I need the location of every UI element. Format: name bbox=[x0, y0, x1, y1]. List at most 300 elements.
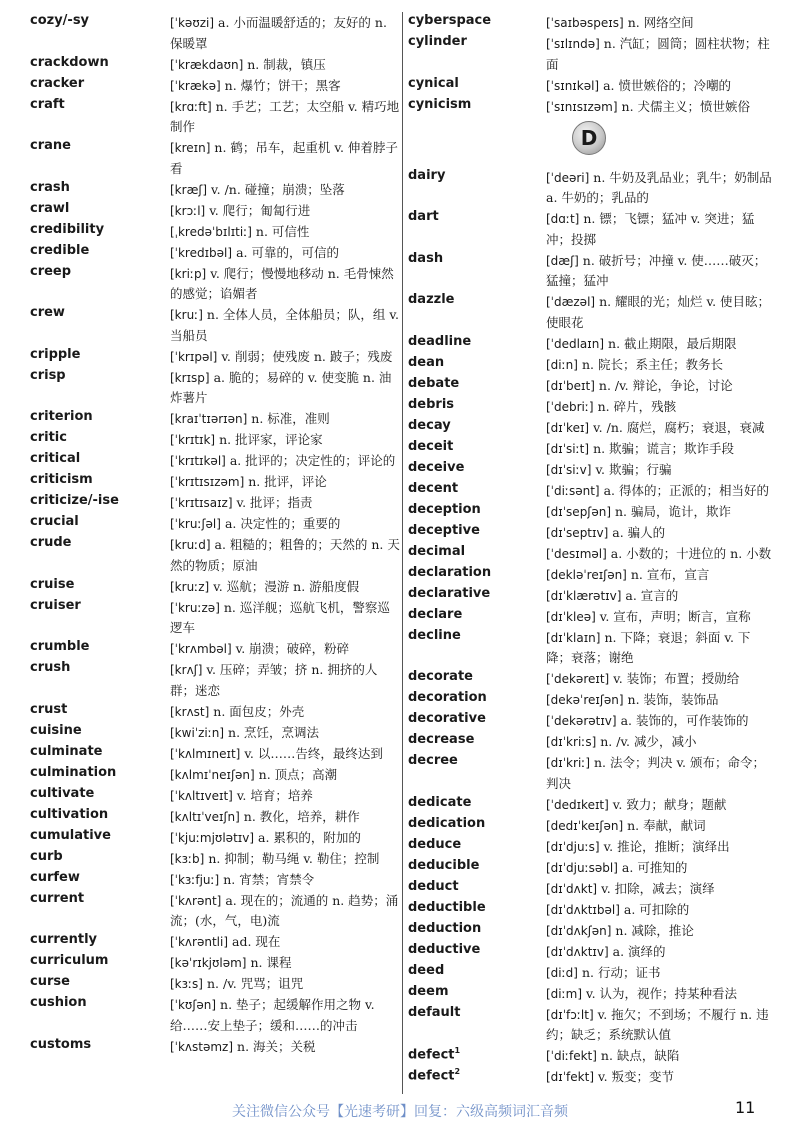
definition-text: v. 宣布，声明；断言，宣称 bbox=[599, 608, 751, 624]
phonetic: [diːm] bbox=[546, 986, 583, 1001]
definition-text: v. 扣除，减去；演绎 bbox=[601, 880, 715, 896]
headword-text: deed bbox=[408, 962, 445, 978]
page-number: 11 bbox=[735, 1098, 756, 1117]
entry-definition bbox=[170, 744, 400, 765]
headword-text: deduct bbox=[408, 878, 459, 894]
headword-text: deceptive bbox=[408, 522, 480, 538]
headword-text: decline bbox=[408, 627, 461, 643]
entry-definition bbox=[546, 397, 773, 418]
entry-definition bbox=[546, 586, 773, 607]
headword bbox=[408, 251, 443, 266]
headword-text: critic bbox=[30, 430, 67, 445]
footer-note: 关注微信公众号【光速考研】回复：六级高频词汇音频 bbox=[232, 1104, 568, 1120]
headword bbox=[408, 209, 439, 224]
headword bbox=[30, 347, 80, 362]
headword-text: crane bbox=[30, 138, 71, 153]
dictionary-entry bbox=[408, 836, 773, 857]
headword bbox=[408, 900, 486, 915]
headword bbox=[30, 97, 65, 112]
headword bbox=[30, 577, 74, 592]
phonetic: [krɔːl] bbox=[170, 203, 206, 218]
dictionary-entry bbox=[30, 890, 400, 932]
entry-definition bbox=[546, 1067, 773, 1088]
dictionary-entry bbox=[408, 208, 773, 250]
headword-text: cultivate bbox=[30, 785, 95, 801]
headword bbox=[408, 1005, 460, 1020]
headword-text: curriculum bbox=[30, 953, 109, 968]
headword bbox=[30, 891, 84, 906]
phonetic: [ˈkʌstəmz] bbox=[170, 1039, 234, 1054]
entry-definition bbox=[546, 168, 773, 209]
headword bbox=[408, 816, 485, 831]
headword-text: decorate bbox=[408, 669, 473, 684]
phonetic: [ˈkʌltɪveɪt] bbox=[170, 788, 233, 803]
dictionary-entry bbox=[30, 179, 400, 200]
dictionary-entry bbox=[30, 806, 400, 827]
definition-text: v. 压碎；弄皱；挤 n. 拥挤的人群；迷恋 bbox=[170, 662, 378, 698]
definition-text: n. 手艺；工艺；太空船 v. 精巧地制作 bbox=[170, 98, 400, 134]
dictionary-entry bbox=[408, 857, 773, 878]
phonetic: [ˈkəʊzi] bbox=[170, 16, 215, 30]
definition-text: a. 小而温暖舒适的；友好的 n. 保暖罩 bbox=[170, 15, 387, 51]
headword bbox=[408, 355, 444, 370]
phonetic: [ˈkruːzə] bbox=[170, 600, 220, 615]
dictionary-entry bbox=[30, 200, 400, 221]
headword bbox=[408, 837, 461, 852]
entry-definition bbox=[546, 816, 773, 837]
definition-text: n. 面包皮；外壳 bbox=[213, 703, 305, 719]
headword bbox=[408, 502, 481, 517]
entry-definition bbox=[546, 34, 773, 75]
phonetic: [dɪˈdjuːs] bbox=[546, 839, 600, 854]
headword-text: debate bbox=[408, 375, 460, 391]
definition-text: n. 鹤；吊车，起重机 v. 伸着脖子看 bbox=[170, 140, 398, 176]
headword-text: decree bbox=[408, 753, 458, 768]
definition-text: n. /v. 辩论，争论，讨论 bbox=[598, 377, 733, 393]
headword-text: cynicism bbox=[408, 96, 472, 112]
dictionary-entry bbox=[408, 564, 773, 585]
entry-definition bbox=[170, 577, 400, 598]
phonetic: [diːn] bbox=[546, 357, 578, 372]
dictionary-entry bbox=[408, 250, 773, 292]
headword-text: dedicate bbox=[408, 794, 472, 810]
headword bbox=[408, 460, 464, 475]
phonetic: [ˈdekərətɪv] bbox=[546, 714, 617, 728]
definition-text: ad. 现在 bbox=[232, 934, 281, 949]
dictionary-entry bbox=[30, 597, 400, 639]
definition-text: v. 以……告终，最终达到 bbox=[244, 745, 383, 761]
headword-text: crawl bbox=[30, 200, 70, 216]
headword-text: cushion bbox=[30, 995, 87, 1010]
headword bbox=[30, 765, 116, 780]
headword-text: deadline bbox=[408, 333, 472, 349]
entry-definition bbox=[170, 138, 400, 179]
entry-definition bbox=[170, 1037, 400, 1058]
entry-definition bbox=[546, 209, 773, 250]
phonetic: [ˈdebriː] bbox=[546, 399, 594, 414]
entry-definition bbox=[546, 879, 773, 900]
definition-text: v. 欺骗；行骗 bbox=[595, 461, 672, 477]
definition-text: n. 截止期限，最后期限 bbox=[608, 335, 737, 351]
dictionary-entry bbox=[30, 973, 400, 994]
definition-text: n. 标准，准则 bbox=[251, 411, 330, 426]
entry-definition bbox=[170, 598, 400, 639]
headword bbox=[408, 711, 486, 726]
headword bbox=[30, 723, 82, 738]
headword bbox=[30, 201, 69, 216]
entry-definition bbox=[170, 870, 400, 891]
headword-text: deception bbox=[408, 501, 481, 517]
dictionary-entry bbox=[30, 54, 400, 75]
definition-text: a. 累积的，附加的 bbox=[258, 829, 361, 845]
headword-text: deem bbox=[408, 983, 449, 999]
headword bbox=[30, 598, 81, 613]
phonetic: [dɪˈfekt] bbox=[546, 1070, 594, 1084]
headword bbox=[408, 795, 471, 810]
headword-text: cylinder bbox=[408, 34, 467, 49]
headword-text: criterion bbox=[30, 409, 93, 424]
dictionary-entry bbox=[30, 513, 400, 534]
right-column-c-section bbox=[408, 12, 773, 117]
headword-text: credible bbox=[30, 242, 90, 258]
definition-text: n. 院长；系主任；教务长 bbox=[581, 356, 723, 372]
dictionary-entry bbox=[408, 167, 773, 209]
phonetic: [ˈkrɪtɪsaɪz] bbox=[170, 496, 233, 510]
right-column bbox=[408, 12, 773, 1087]
phonetic: [ˈkrækdaʊn] bbox=[170, 57, 244, 72]
headword bbox=[30, 305, 65, 320]
headword-text: deduce bbox=[408, 836, 462, 852]
headword bbox=[408, 34, 467, 49]
entry-definition bbox=[170, 222, 400, 243]
definition-text: n. 行动；证书 bbox=[581, 964, 661, 980]
headword-text: cruise bbox=[30, 576, 75, 592]
phonetic: [dɪˈsiːv] bbox=[546, 462, 592, 477]
entry-definition bbox=[170, 974, 400, 995]
dictionary-entry bbox=[408, 417, 773, 438]
headword bbox=[408, 628, 461, 643]
headword-text: decay bbox=[408, 417, 451, 433]
dictionary-entry bbox=[408, 606, 773, 627]
phonetic: [ˈkjuːmjʊlətɪv] bbox=[170, 830, 255, 845]
entry-definition bbox=[546, 439, 773, 460]
dictionary-entry bbox=[30, 408, 400, 429]
headword-text: currently bbox=[30, 932, 97, 947]
dictionary-entry bbox=[30, 952, 400, 973]
headword bbox=[408, 168, 445, 183]
headword-text: cultivation bbox=[30, 806, 109, 822]
headword-text: declaration bbox=[408, 564, 492, 580]
headword-text: deceive bbox=[408, 459, 465, 475]
dictionary-entry bbox=[408, 354, 773, 375]
phonetic: [ˈsɪnɪkəl] bbox=[546, 78, 600, 93]
dictionary-entry bbox=[30, 743, 400, 764]
phonetic: [dɪˈdʌktɪv] bbox=[546, 944, 609, 959]
headword-text: craft bbox=[30, 96, 65, 112]
headword bbox=[408, 669, 473, 684]
dictionary-entry bbox=[408, 501, 773, 522]
definition-text: n. 欺骗；谎言；欺诈手段 bbox=[593, 440, 735, 456]
headword bbox=[408, 523, 480, 538]
definition-text: v. 装饰；布置；授勋给 bbox=[613, 671, 740, 686]
phonetic: [ˈdedɪkeɪt] bbox=[546, 797, 609, 812]
definition-text: v. 培育；培养 bbox=[236, 787, 313, 803]
dictionary-entry bbox=[408, 33, 773, 75]
headword-text: dash bbox=[408, 250, 444, 266]
dictionary-entry bbox=[30, 429, 400, 450]
definition-text: n. /v. 减少，减小 bbox=[600, 734, 697, 749]
entry-definition bbox=[170, 409, 400, 430]
entry-definition bbox=[170, 368, 400, 409]
dictionary-entry bbox=[408, 752, 773, 794]
headword-text: cynical bbox=[408, 75, 459, 91]
headword-text: crude bbox=[30, 535, 72, 550]
entry-definition bbox=[170, 723, 400, 744]
dictionary-entry bbox=[408, 627, 773, 669]
dictionary-entry bbox=[30, 576, 400, 597]
headword bbox=[408, 376, 459, 391]
entry-definition bbox=[546, 292, 773, 333]
headword bbox=[30, 264, 71, 279]
headword bbox=[30, 55, 109, 70]
definition-text: a. 演绎的 bbox=[612, 943, 666, 959]
phonetic: [dɪˈkriːs] bbox=[546, 735, 597, 749]
phonetic: [dɪˈdʌktɪbəl] bbox=[546, 902, 620, 917]
headword bbox=[408, 397, 454, 412]
dictionary-entry bbox=[408, 920, 773, 941]
phonetic: [ˈsɪnɪsɪzəm] bbox=[546, 99, 618, 114]
phonetic: [ˈkrɪtɪsɪzəm] bbox=[170, 475, 245, 489]
dictionary-entry bbox=[30, 848, 400, 869]
entry-definition bbox=[170, 849, 400, 870]
headword bbox=[30, 974, 70, 989]
headword bbox=[408, 607, 462, 622]
headword bbox=[30, 535, 72, 550]
entry-definition bbox=[170, 472, 400, 493]
dictionary-entry bbox=[30, 534, 400, 576]
headword-text: creep bbox=[30, 263, 72, 279]
definition-text: v. 巡航；漫游 n. 游船度假 bbox=[213, 578, 360, 594]
phonetic: [ˈdeəri] bbox=[546, 170, 590, 185]
headword bbox=[30, 13, 89, 28]
column-divider bbox=[402, 12, 403, 1094]
entry-definition bbox=[170, 201, 400, 222]
left-column bbox=[30, 12, 400, 1057]
headword bbox=[30, 849, 63, 864]
definition-text: v. 爬行；匍匐行进 bbox=[209, 202, 311, 218]
entry-definition bbox=[170, 180, 400, 201]
phonetic: [dɪˈklaɪn] bbox=[546, 630, 601, 645]
headword-text: deductible bbox=[408, 899, 486, 915]
headword bbox=[30, 807, 108, 822]
phonetic: [dɪˈkriː] bbox=[546, 756, 590, 770]
definition-text: n. 制裁，镇压 bbox=[247, 56, 326, 72]
phonetic: [ˈkʌrənt] bbox=[170, 893, 222, 908]
phonetic: [ˈkrɪtɪk] bbox=[170, 433, 216, 447]
dictionary-entry bbox=[408, 899, 773, 920]
phonetic: [dɪˈdʌkt] bbox=[546, 881, 598, 896]
definition-text: a. 小数的；十进位的 n. 小数 bbox=[610, 545, 772, 561]
phonetic: [ˈkʌrəntli] bbox=[170, 935, 229, 949]
phonetic: [dɪˈklærətɪv] bbox=[546, 588, 622, 603]
definition-text: n. 缺点，缺陷 bbox=[600, 1048, 680, 1063]
definition-text: a. 骗人的 bbox=[612, 524, 666, 540]
headword bbox=[30, 409, 93, 424]
headword bbox=[30, 786, 94, 801]
definition-text: n. 骗局，诡计，欺诈 bbox=[615, 503, 731, 519]
phonetic: [dekləˈreɪʃən] bbox=[546, 567, 627, 582]
entry-definition bbox=[170, 97, 400, 138]
entry-definition bbox=[546, 984, 773, 1005]
entry-definition bbox=[546, 732, 773, 753]
headword-text: cracker bbox=[30, 75, 85, 91]
phonetic: [krɪsp] bbox=[170, 370, 210, 385]
headword-text: current bbox=[30, 890, 85, 906]
phonetic: [kreɪn] bbox=[170, 141, 211, 155]
phonetic: [kʌlmɪˈneɪʃən] bbox=[170, 767, 255, 782]
entry-definition bbox=[170, 13, 400, 54]
headword bbox=[408, 481, 458, 496]
phonetic: [kɜːs] bbox=[170, 977, 203, 991]
headword-text: default bbox=[408, 1004, 461, 1020]
headword-text: dart bbox=[408, 209, 439, 224]
dictionary-entry bbox=[30, 659, 400, 701]
entry-definition bbox=[546, 858, 773, 879]
phonetic: [ˈdekəreɪt] bbox=[546, 672, 610, 686]
entry-definition bbox=[170, 807, 400, 828]
entry-definition bbox=[546, 690, 773, 711]
headword bbox=[30, 870, 80, 885]
headword-text: deductive bbox=[408, 941, 481, 957]
dictionary-entry bbox=[30, 471, 400, 492]
dictionary-entry bbox=[30, 827, 400, 848]
entry-definition bbox=[546, 628, 773, 669]
headword-text: defect bbox=[408, 1068, 455, 1084]
entry-definition bbox=[546, 502, 773, 523]
entry-definition bbox=[170, 535, 400, 576]
definition-text: n. 减除，推论 bbox=[615, 922, 694, 938]
dictionary-entry bbox=[408, 96, 773, 117]
headword bbox=[30, 430, 67, 445]
headword-text: culmination bbox=[30, 764, 117, 780]
dictionary-entry bbox=[408, 941, 773, 962]
entry-definition bbox=[170, 451, 400, 472]
headword-text: curb bbox=[30, 848, 63, 864]
dictionary-entry bbox=[30, 1036, 400, 1057]
definition-text: n. 垫子；起缓解作用之物 v. 给……安上垫子；缓和……的冲击 bbox=[170, 997, 375, 1033]
dictionary-entry bbox=[30, 869, 400, 890]
dictionary-entry bbox=[408, 1004, 773, 1046]
phonetic: [ˈkrʌmbəl] bbox=[170, 642, 232, 656]
entry-definition bbox=[170, 828, 400, 849]
headword-text: crash bbox=[30, 179, 70, 195]
definition-text: a. 批评的；决定性的；评论的 bbox=[229, 453, 396, 468]
definition-text: a. 可扣除的 bbox=[623, 901, 690, 917]
definition-text: n. 牛奶及乳品业；乳牛；奶制品 a. 牛奶的；乳品的 bbox=[546, 169, 772, 205]
headword bbox=[408, 565, 491, 580]
dictionary-entry bbox=[408, 291, 773, 333]
headword-text: dedication bbox=[408, 815, 486, 831]
entry-definition bbox=[170, 765, 400, 786]
definition-text: n. 巡洋舰；巡航飞机，警察巡逻车 bbox=[170, 599, 390, 635]
dictionary-entry bbox=[408, 815, 773, 836]
phonetic: [kraɪˈtɪərɪən] bbox=[170, 412, 248, 426]
phonetic: [ˈdæzəl] bbox=[546, 295, 596, 309]
headword-text: cruiser bbox=[30, 597, 81, 613]
definition-text: n. 批评家，评论家 bbox=[219, 432, 323, 447]
dictionary-entry bbox=[30, 12, 400, 54]
dictionary-entry bbox=[30, 492, 400, 513]
entry-definition bbox=[546, 565, 773, 586]
definition-text: v. 认为，视作；持某种看法 bbox=[586, 985, 738, 1001]
definition-text: a. 可推知的 bbox=[621, 859, 688, 875]
dictionary-entry bbox=[408, 438, 773, 459]
headword bbox=[30, 744, 102, 759]
headword-text: defect bbox=[408, 1047, 455, 1063]
definition-text: a. 现在的；流通的 n. 趋势；涌流；(水，气，电)流 bbox=[170, 892, 399, 928]
entry-definition bbox=[546, 1005, 773, 1046]
definition-text: n. 可信性 bbox=[255, 223, 310, 239]
entry-definition bbox=[546, 376, 773, 397]
section-letter: D bbox=[580, 125, 598, 150]
dictionary-entry bbox=[408, 522, 773, 543]
entry-definition bbox=[170, 953, 400, 974]
entry-definition bbox=[170, 243, 400, 264]
headword-text: credibility bbox=[30, 221, 105, 237]
definition-text: n. 镖；飞镖；猛冲 v. 突进；猛冲；投掷 bbox=[546, 211, 755, 247]
headword-text: decimal bbox=[408, 543, 466, 559]
definition-text: v. 拖欠；不到场；不履行 n. 违约；缺乏；系统默认值 bbox=[546, 1006, 769, 1042]
definition-text: n. 抑制；勒马绳 v. 勒住；控制 bbox=[208, 850, 380, 866]
definition-text: n. 犬儒主义；愤世嫉俗 bbox=[621, 98, 751, 114]
phonetic: [ˈkrɪpəl] bbox=[170, 349, 218, 364]
entry-definition bbox=[546, 942, 773, 963]
dictionary-entry bbox=[408, 396, 773, 417]
headword-text: criticism bbox=[30, 472, 93, 487]
definition-text: n. 爆竹；饼干；黑客 bbox=[224, 77, 341, 93]
entry-definition bbox=[170, 786, 400, 807]
dictionary-entry bbox=[30, 346, 400, 367]
dictionary-entry bbox=[408, 983, 773, 1004]
phonetic: [ˈsɪlɪndə] bbox=[546, 37, 600, 51]
headword-text: dean bbox=[408, 354, 445, 370]
entry-definition bbox=[546, 1046, 773, 1067]
headword bbox=[30, 451, 80, 466]
entry-definition bbox=[170, 639, 400, 660]
phonetic: [ˈsaɪbəspeɪs] bbox=[546, 16, 624, 30]
phonetic: [ˈdedlaɪn] bbox=[546, 336, 605, 351]
definition-text: a. 愤世嫉俗的；冷嘲的 bbox=[603, 77, 731, 93]
entry-definition bbox=[170, 305, 400, 346]
dictionary-entry bbox=[30, 242, 400, 263]
headword-text: critical bbox=[30, 451, 81, 466]
headword-text: decent bbox=[408, 480, 459, 496]
phonetic: [dæʃ] bbox=[546, 253, 579, 268]
definition-text: n. 破折号；冲撞 v. 使……破灭；猛撞；猛冲 bbox=[546, 252, 767, 288]
entry-definition bbox=[546, 753, 773, 794]
headword-text: crust bbox=[30, 701, 68, 717]
headword bbox=[408, 753, 458, 768]
entry-definition bbox=[546, 251, 773, 292]
phonetic: [ˈkʌlmɪneɪt] bbox=[170, 746, 241, 761]
definition-text: a. 装饰的，可作装饰的 bbox=[620, 713, 749, 728]
headword bbox=[408, 1046, 460, 1062]
definition-text: n. 课程 bbox=[250, 955, 292, 970]
entry-definition bbox=[170, 493, 400, 514]
dictionary-entry bbox=[408, 12, 773, 33]
dictionary-entry bbox=[30, 221, 400, 242]
definition-text: n. 顶点；高潮 bbox=[258, 766, 338, 782]
